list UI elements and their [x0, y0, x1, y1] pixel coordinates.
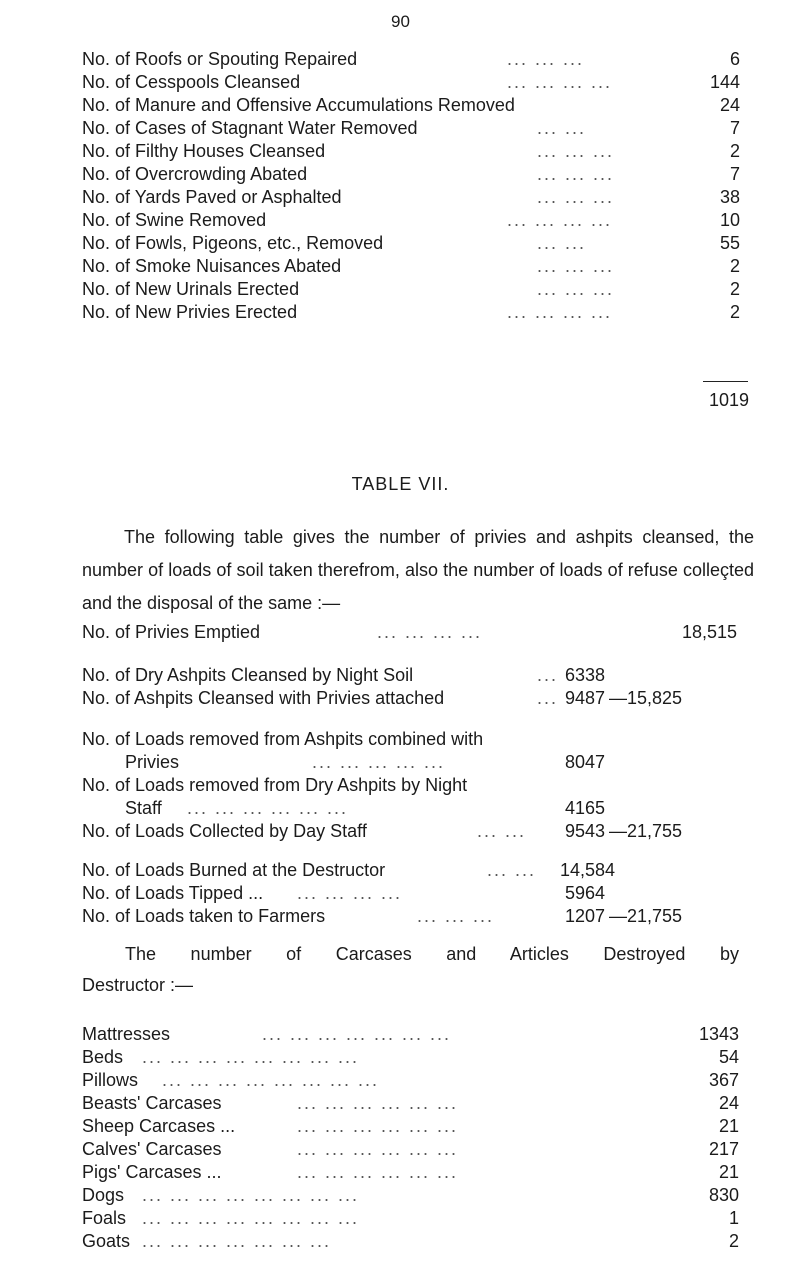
- item-value: 2: [729, 256, 740, 276]
- item-value: 7: [729, 164, 740, 184]
- total-rule: [703, 381, 748, 382]
- list-item: [82, 1137, 739, 1161]
- disposal-row: [82, 904, 762, 928]
- item-label: No. of Roofs or Spouting Repaired: [82, 49, 358, 69]
- privies-row: [82, 620, 737, 644]
- item-value: 367: [708, 1070, 739, 1090]
- item-value: 21: [718, 1162, 739, 1182]
- item-value: 21: [718, 1116, 739, 1136]
- item-value: 2: [729, 279, 740, 299]
- leader-dots: ... ... ... ...: [297, 883, 403, 903]
- leader-dots: ...: [537, 665, 559, 685]
- item-label: No. of Overcrowding Abated: [82, 164, 308, 184]
- item-label: No. of Swine Removed: [82, 210, 267, 230]
- item-value: 9543: [565, 821, 606, 841]
- item-value: 2: [729, 141, 740, 161]
- item-value: 4165: [565, 798, 606, 818]
- item-value: 24: [718, 1093, 739, 1113]
- list-item: [82, 1183, 739, 1207]
- item-label: No. of Loads removed from Ashpits combined with: [82, 729, 484, 749]
- list-item: [82, 231, 740, 255]
- leader-dots: ... ...: [487, 860, 537, 880]
- item-label-cont: Staff: [125, 798, 162, 818]
- list-item: [82, 162, 740, 186]
- item-label: No. of Fowls, Pigeons, etc., Removed: [82, 233, 384, 253]
- item-label: No. of Loads removed from Dry Ashpits by Night: [82, 775, 468, 795]
- list-item: [82, 1229, 739, 1253]
- leader-dots: ... ... ... ... ... ...: [297, 1139, 459, 1159]
- list-item: [82, 116, 740, 140]
- list-item: [82, 300, 740, 324]
- item-value: 1: [728, 1208, 739, 1228]
- item-value: 18,515: [681, 622, 737, 642]
- item-label: No. of Privies Emptied: [82, 622, 261, 642]
- list-total: 1019: [708, 390, 749, 410]
- item-label: No. of Ashpits Cleansed with Privies attached: [82, 688, 445, 708]
- item-value: 2: [728, 1231, 739, 1251]
- group-total: —21,755: [609, 906, 683, 926]
- list-item: [82, 1114, 739, 1138]
- leader-dots: ... ...: [537, 233, 587, 253]
- item-label: No. of Loads taken to Farmers: [82, 906, 326, 926]
- item-label: No. of Loads Tipped ...: [82, 883, 264, 903]
- leader-dots: ... ... ... ... ... ... ...: [142, 1231, 332, 1251]
- list-item: [82, 70, 740, 94]
- leader-dots: ... ... ... ... ... ... ... ...: [142, 1185, 360, 1205]
- item-value: 830: [708, 1185, 739, 1205]
- group-total: —15,825: [609, 688, 683, 708]
- list-item: [82, 1045, 739, 1069]
- leader-dots: ... ... ... ... ... ...: [297, 1116, 459, 1136]
- destroyed-intro: The number of Carcases and Articles Destroyed by: [125, 944, 739, 964]
- item-label: No. of Loads Collected by Day Staff: [82, 821, 367, 841]
- leader-dots: ... ... ... ... ... ...: [297, 1093, 459, 1113]
- loads-row: [82, 796, 762, 820]
- leader-dots: ... ... ... ...: [507, 302, 613, 322]
- item-value: 6338: [565, 665, 606, 685]
- item-label: No. of Loads Burned at the Destructor: [82, 860, 386, 880]
- leader-dots: ... ... ...: [537, 187, 615, 207]
- leader-dots: ... ... ... ... ...: [312, 752, 446, 772]
- leader-dots: ... ... ...: [537, 164, 615, 184]
- item-value: 54: [718, 1047, 739, 1067]
- list-item: [82, 1091, 739, 1115]
- disposal-row: [82, 858, 762, 882]
- ashpit-row: [82, 686, 742, 710]
- list-item: [82, 1206, 739, 1230]
- list-item: [82, 1068, 739, 1092]
- table-heading: TABLE VII.: [351, 474, 450, 494]
- item-value: 144: [709, 72, 740, 92]
- intro-paragraph: [82, 521, 754, 620]
- item-label: Beds: [82, 1047, 124, 1067]
- list-item: [82, 93, 740, 117]
- leader-dots: ... ... ...: [537, 141, 615, 161]
- item-value: 38: [719, 187, 740, 207]
- leader-dots: ... ... ... ... ... ... ... ...: [142, 1047, 360, 1067]
- item-label: Goats: [82, 1231, 131, 1251]
- ashpit-row: [82, 663, 742, 687]
- leader-dots: ... ... ... ... ... ... ... ...: [162, 1070, 380, 1090]
- item-value: 24: [719, 95, 740, 115]
- item-label: No. of Filthy Houses Cleansed: [82, 141, 326, 161]
- item-label: Sheep Carcases ...: [82, 1116, 236, 1136]
- leader-dots: ...: [537, 688, 559, 708]
- list-item: [82, 1022, 739, 1046]
- leader-dots: ... ... ... ...: [507, 72, 613, 92]
- item-label: Foals: [82, 1208, 127, 1228]
- item-label: No. of Dry Ashpits Cleansed by Night Soil: [82, 665, 414, 685]
- disposal-row: [82, 881, 762, 905]
- leader-dots: ... ... ...: [417, 906, 495, 926]
- list-item: [82, 208, 740, 232]
- item-label: Pigs' Carcases ...: [82, 1162, 222, 1182]
- leader-dots: ... ... ... ...: [507, 210, 613, 230]
- page-number: 90: [391, 12, 410, 31]
- list-item: [82, 185, 740, 209]
- loads-row: [82, 750, 762, 774]
- item-value: 5964: [565, 883, 606, 903]
- leader-dots: ... ... ... ... ... ...: [297, 1162, 459, 1182]
- list-item: [82, 47, 740, 71]
- item-label: Mattresses: [82, 1024, 171, 1044]
- destroyed-intro-cont: Destructor :—: [82, 975, 194, 995]
- leader-dots: ... ... ... ...: [377, 622, 483, 642]
- item-label: No. of Cases of Stagnant Water Removed: [82, 118, 418, 138]
- item-label: No. of Yards Paved or Asphalted: [82, 187, 342, 207]
- leader-dots: ... ... ... ... ... ... ... ...: [142, 1208, 360, 1228]
- item-value: 2: [729, 302, 740, 322]
- item-value: 217: [708, 1139, 739, 1159]
- item-label: Calves' Carcases: [82, 1139, 222, 1159]
- item-value: 14,584: [560, 860, 616, 880]
- list-item: [82, 254, 740, 278]
- leader-dots: ... ... ...: [537, 279, 615, 299]
- item-label: No. of Smoke Nuisances Abated: [82, 256, 342, 276]
- item-label: Pillows: [82, 1070, 139, 1090]
- item-label: Dogs: [82, 1185, 125, 1205]
- item-label: No. of New Urinals Erected: [82, 279, 300, 299]
- loads-row: [82, 819, 762, 843]
- item-value: 1343: [698, 1024, 739, 1044]
- item-value: 9487: [565, 688, 606, 708]
- leader-dots: ... ...: [537, 118, 587, 138]
- item-value: 8047: [565, 752, 606, 772]
- leader-dots: ... ... ...: [537, 256, 615, 276]
- list-item: [82, 139, 740, 163]
- leader-dots: ... ... ...: [507, 49, 585, 69]
- loads-row-line1: [82, 773, 762, 797]
- item-label: No. of Manure and Offensive Accumulations Removed: [82, 95, 515, 115]
- leader-dots: ... ... ... ... ... ... ...: [262, 1024, 452, 1044]
- intro-text: The following table gives the number of privies and ashpits cleansed, the number of loads of soil taken therefrom, also the number of loads of refuse colleçted and the disposal of the same :—: [82, 527, 754, 613]
- item-label: No. of New Privies Erected: [82, 302, 298, 322]
- item-label-cont: Privies: [125, 752, 180, 772]
- leader-dots: ... ...: [477, 821, 527, 841]
- item-value: 55: [719, 233, 740, 253]
- group-total: —21,755: [609, 821, 683, 841]
- item-value: 7: [729, 118, 740, 138]
- leader-dots: ... ... ... ... ... ...: [187, 798, 349, 818]
- list-item: [82, 277, 740, 301]
- loads-row-line1: [82, 727, 762, 751]
- list-item: [82, 1160, 739, 1184]
- item-label: Beasts' Carcases: [82, 1093, 222, 1113]
- item-value: 6: [729, 49, 740, 69]
- item-label: No. of Cesspools Cleansed: [82, 72, 301, 92]
- item-value: 10: [719, 210, 740, 230]
- item-value: 1207: [565, 906, 606, 926]
